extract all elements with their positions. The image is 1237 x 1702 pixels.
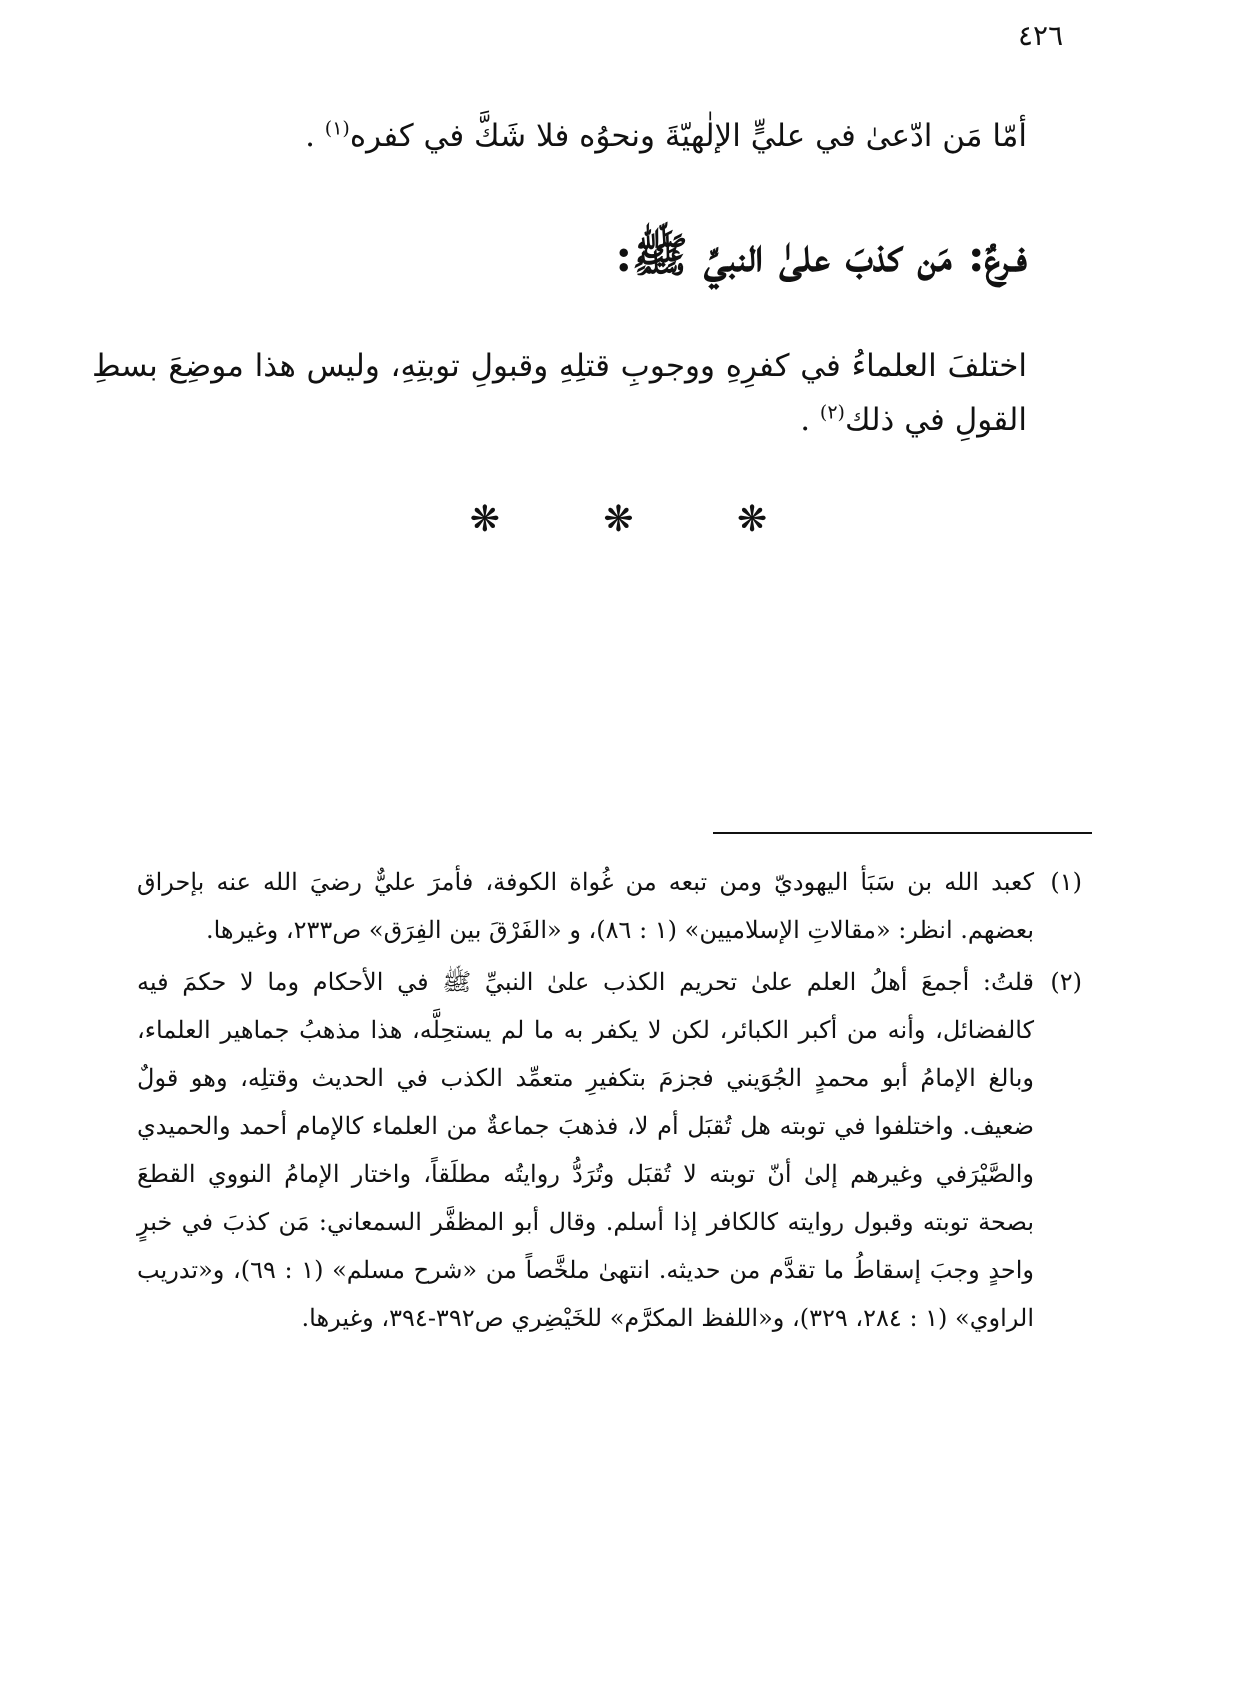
footnotes bbox=[137, 858, 1082, 1342]
footnote-ref-1: (١) bbox=[324, 117, 350, 140]
footnote-number: (١) bbox=[1050, 868, 1082, 896]
footnote-1 bbox=[137, 858, 1082, 954]
separator-mark: ❋ bbox=[737, 499, 768, 540]
footnote-text: كعبد الله بن سَبَأ اليهوديّ ومن تبعه من غُواة الكوفة، فأمرَ عليٌّ رضيَ الله عنه بإحراق بعضهم. انظر: «مقالاتِ الإسلاميين» (١ : ٨٦)، و «الفَرْقَ بين الفِرَق» ص٢٣٣، وغيرها. bbox=[137, 868, 1034, 944]
footnote-number: (٢) bbox=[1050, 968, 1082, 996]
footnote-text: قلتُ: أجمعَ أهلُ العلم علىٰ تحريم الكذب علىٰ النبيِّ ﷺ في الأحكام وما لا حكمَ فيه كالفضائل، وأنه من أكبر الكبائر، لكن لا يكفر به ما لم يستحِلَّه، هذا مذهبُ جماهير العلماء، وبالغ الإمامُ أبو محمدٍ الجُوَيني فجزمَ بتكفيرِ متعمِّد الكذب في الحديث وقتلِه، وهو قولٌ ضعيف. واختلفوا في توبته هل تُقبَل أم لا، فذهبَ جماعةٌ من العلماء كالإمام أحمد والحميدي والصَّيْرَفي وغيرهم إلىٰ أنّ توبته لا تُقبَل وتُرَدُّ روايتُه مطلَقاً، واختار الإمامُ النووي القطعَ بصحة توبته وقبول روايته كالكافر إذا أسلم. وقال أبو المظفَّر السمعاني: مَن كذبَ في خبرٍ واحدٍ وجبَ إسقاطُ ما تقدَّم من حديثه. انتهىٰ ملخَّصاً من «شرح مسلم» (١ : ٦٩)، و«تدريب الراوي» (١ : ٢٨٤، ٣٢٩)، و«اللفظ المكرَّم» للخَيْضِري ص٣٩٢-٣٩٤، وغيرها. bbox=[137, 968, 1035, 1332]
intro-paragraph bbox=[167, 113, 1027, 159]
footnote-divider bbox=[713, 832, 1092, 834]
footnote-ref-2: (٢) bbox=[819, 401, 845, 424]
page-number: ٤٢٦ bbox=[1018, 19, 1064, 52]
intro-end: . bbox=[305, 118, 325, 154]
section-separator bbox=[0, 500, 1237, 540]
footnote-2 bbox=[137, 958, 1082, 1342]
body-end: . bbox=[800, 402, 820, 438]
intro-text: أمّا مَن ادّعىٰ في عليٍّ الإلٰهيّةَ ونحوُه فلا شَكَّ في كفره bbox=[349, 118, 1027, 154]
section-heading: فـرعٌ: مَن كذبَ علىٰ النبيِّ ﷺ: bbox=[615, 228, 1027, 283]
separator-mark: ❋ bbox=[603, 499, 634, 540]
separator-mark: ❋ bbox=[469, 499, 500, 540]
body-paragraph bbox=[92, 339, 1027, 447]
body-text: اختلفَ العلماءُ في كفرِهِ ووجوبِ قتلِهِ وقبولِ توبتِهِ، وليس هذا موضِعَ بسطِ القولِ في ذلك bbox=[92, 348, 1027, 438]
